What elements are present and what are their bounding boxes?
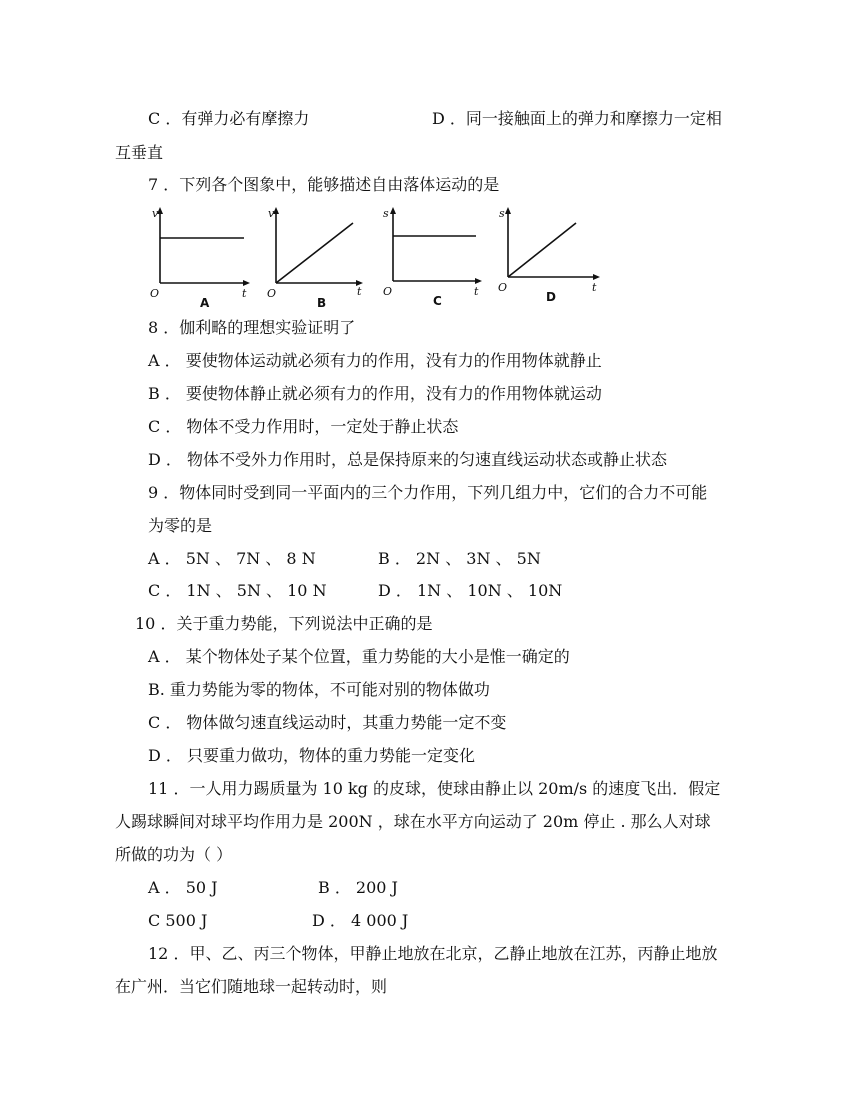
question-9-option-c: C ． 1N 、 5N 、 10 N <box>148 581 327 600</box>
graph-b <box>263 205 363 310</box>
question-8-option-a: A ． 要使物体运动就必须有力的作用，没有力的作用物体就静止 <box>148 351 602 370</box>
question-8-stem: 8 ．伽利略的理想实验证明了 <box>148 318 356 337</box>
graph-a <box>148 205 248 310</box>
question-9-option-a: A ． 5N 、 7N 、 8 N <box>148 549 316 568</box>
graph-b-ylabel: v <box>268 207 275 220</box>
question-9-stem-cont: 为零的是 <box>148 516 213 535</box>
graph-d-caption: D <box>546 290 556 304</box>
graph-a-origin: O <box>150 287 160 300</box>
graph-d-origin: O <box>498 281 508 294</box>
graph-d-xlabel: t <box>592 281 597 294</box>
question-9-option-b: B ． 2N 、 3N 、 5N <box>378 549 541 568</box>
question-11-option-b: B ． 200 J <box>318 878 398 897</box>
question-11-stem-cont: 人踢球瞬间对球平均作用力是 200N ，球在水平方向运动了 20m 停止 . 那么人对球 <box>115 812 711 831</box>
graph-c-ylabel: s <box>383 207 389 220</box>
question-10-option-c: C ． 物体做匀速直线运动时，其重力势能一定不变 <box>148 713 507 732</box>
question-6-option-d: D ．同一接触面上的弹力和摩擦力一定相 <box>432 109 722 128</box>
graph-a-ylabel: v <box>152 207 159 220</box>
graph-c-xlabel: t <box>474 285 479 298</box>
graph-a-xlabel: t <box>242 287 247 300</box>
graph-b-origin: O <box>267 287 277 300</box>
graph-c-caption: C <box>433 294 442 308</box>
question-10-option-a: A ． 某个物体处子某个位置，重力势能的大小是惟一确定的 <box>148 647 570 666</box>
graph-d <box>496 205 596 305</box>
question-9-stem: 9 ．物体同时受到同一平面内的三个力作用，下列几组力中，它们的合力不可能 <box>148 483 708 502</box>
question-12-stem-cont: 在广州．当它们随地球一起转动时，则 <box>115 977 388 996</box>
question-9-option-d: D ． 1N 、 10N 、 10N <box>378 581 563 600</box>
graph-a-caption: A <box>200 296 210 310</box>
question-8-option-c: C ． 物体不受力作用时，一定处于静止状态 <box>148 417 459 436</box>
graph-b-xlabel: t <box>357 285 362 298</box>
graph-b-caption: B <box>317 296 327 310</box>
question-6-option-c: C ．有弹力必有摩擦力 <box>148 109 310 128</box>
question-12-stem: 12 ．甲、乙、丙三个物体，甲静止地放在北京，乙静止地放在江苏，丙静止地放 <box>148 944 718 963</box>
question-11-stem-cont2: 所做的功为（ ） <box>115 845 233 864</box>
question-8-option-b: B ． 要使物体静止就必须有力的作用，没有力的作用物体就运动 <box>148 384 602 403</box>
question-8-option-d: D ． 物体不受外力作用时，总是保持原来的匀速直线运动状态或静止状态 <box>148 450 668 469</box>
question-11-option-a: A ． 50 J <box>148 878 218 897</box>
question-11-option-c: C 500 J <box>148 911 208 930</box>
graph-c-origin: O <box>383 285 393 298</box>
question-11-option-d: D ． 4 000 J <box>312 911 409 930</box>
question-7-stem: 7 ．下列各个图象中，能够描述自由落体运动的是 <box>148 175 500 194</box>
question-6-option-d-cont: 互垂直 <box>115 143 164 162</box>
graph-c <box>378 205 479 308</box>
question-11-stem: 11 ．一人用力踢质量为 10 kg 的皮球，使球由静止以 20m/s 的速度飞出．假定 <box>148 779 721 798</box>
question-10-option-b: B. 重力势能为零的物体，不可能对别的物体做功 <box>148 680 490 699</box>
question-10-option-d: D ． 只要重力做功，物体的重力势能一定变化 <box>148 746 476 765</box>
question-10-stem: 10 ．关于重力势能，下列说法中正确的是 <box>135 614 433 633</box>
graph-d-ylabel: s <box>499 207 505 220</box>
